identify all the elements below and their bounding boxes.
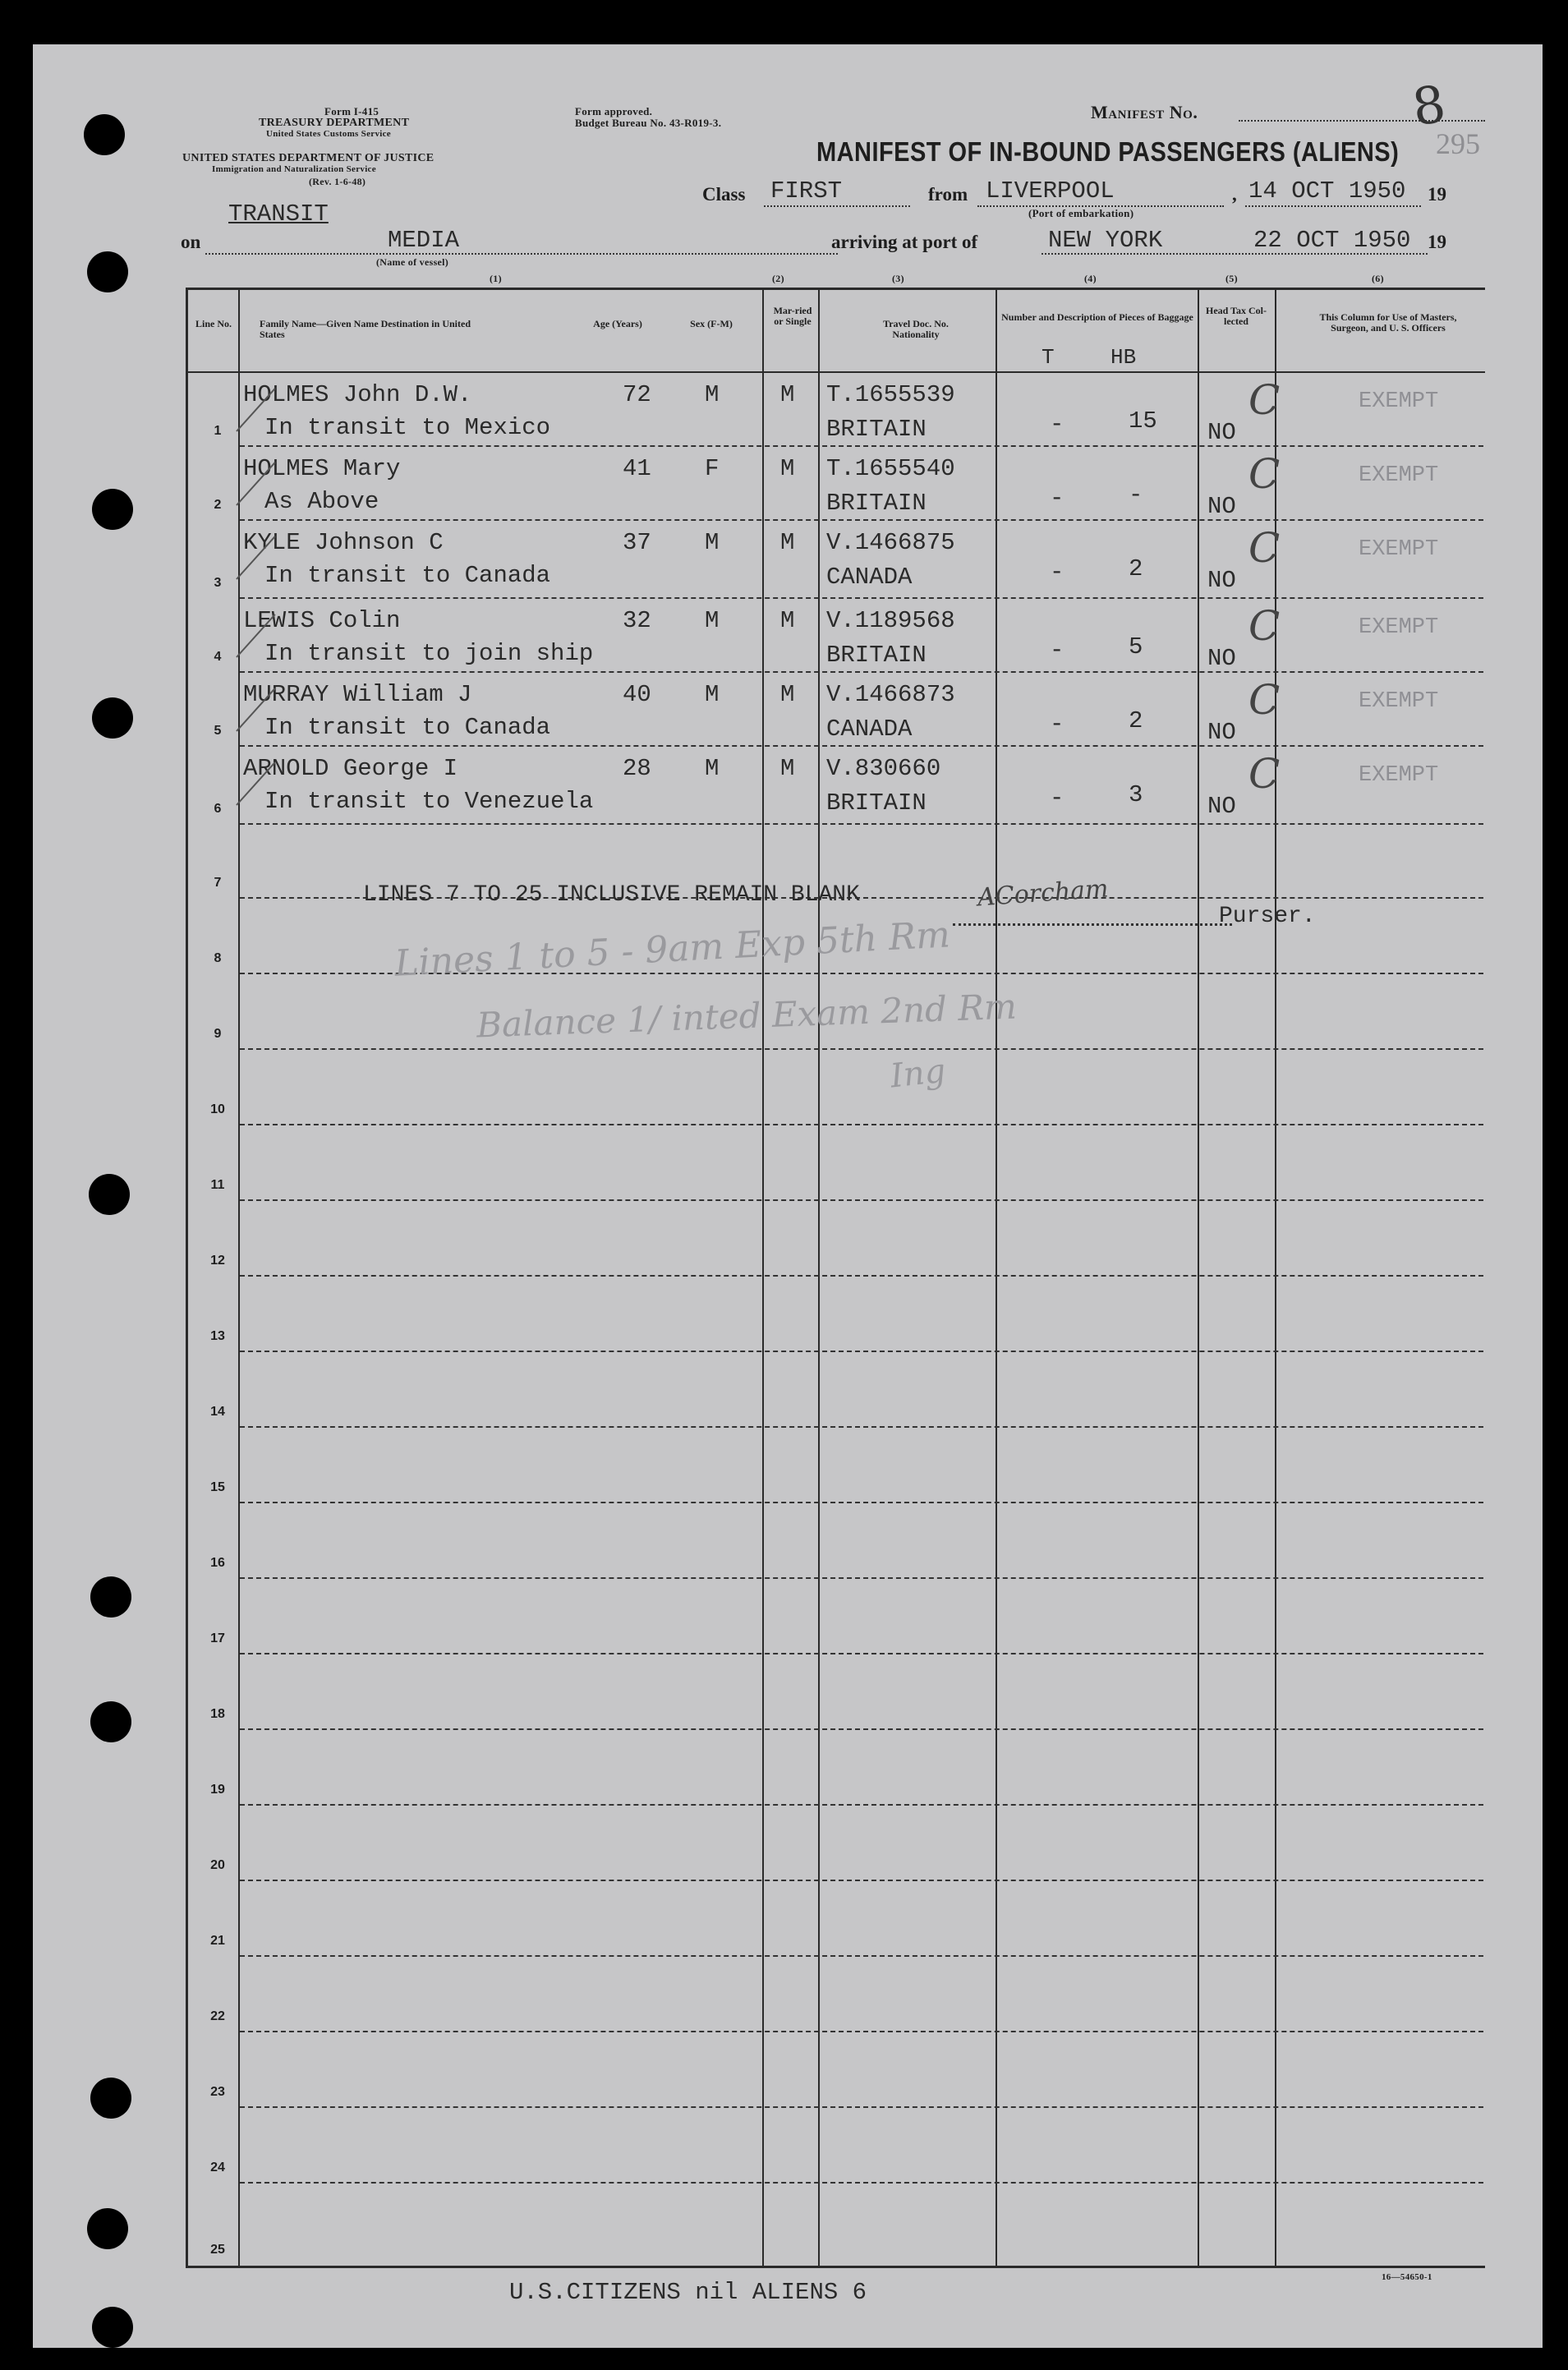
passenger-marital-status: M: [780, 381, 795, 408]
on-label: on: [181, 232, 201, 252]
class-label: Class: [702, 184, 746, 205]
passenger-name: KYLE Johnson C: [243, 529, 444, 556]
header-baggage-hb: HB: [1110, 345, 1137, 370]
line-number: 2: [214, 498, 222, 512]
line-number: 16: [210, 1556, 225, 1570]
table-left-border: [186, 288, 188, 2267]
passenger-age: 32: [623, 607, 651, 634]
manifest-no-line: [1239, 120, 1485, 122]
header-officers: This Column for Use of Masters, Surgeon, and U. S. Officers: [1319, 311, 1457, 334]
manifest-page: [33, 44, 1543, 2348]
passenger-marital-status: M: [780, 455, 795, 482]
punch-hole: [92, 697, 133, 739]
travel-document: T.1655540: [826, 455, 955, 482]
purser-line: [953, 923, 1232, 926]
depart-date: 14 OCT 1950: [1248, 177, 1406, 205]
row-divider: [240, 2031, 1483, 2032]
agency-treasury: TREASURY DEPARTMENT: [259, 117, 410, 129]
passenger-marital-status: M: [780, 607, 795, 634]
passenger-sex: M: [705, 755, 720, 782]
vessel-name: MEDIA: [388, 227, 460, 254]
row-divider: [240, 1804, 1483, 1806]
passenger-name: ARNOLD George I: [243, 755, 458, 782]
baggage-hb: -: [1129, 481, 1143, 509]
header-bottom-border: [186, 371, 1485, 373]
row-divider: [240, 1880, 1483, 1881]
nationality: BRITAIN: [826, 416, 927, 443]
passenger-destination: In transit to Mexico: [264, 414, 551, 441]
punch-hole: [87, 2208, 128, 2249]
row-divider: [240, 1728, 1483, 1730]
head-tax-check-mark: C: [1248, 750, 1281, 798]
col-divider: [238, 288, 240, 2267]
passenger-sex: M: [705, 681, 720, 708]
header-baggage: Number and Description of Pieces of Baggage: [1001, 311, 1193, 323]
header-sex: Sex (F-M): [690, 318, 733, 329]
column-number: (3): [892, 273, 904, 284]
pencil-note: Balance 1/ inted Exam 2nd Rm: [476, 986, 1018, 1046]
baggage-hb: 5: [1129, 633, 1143, 660]
punch-hole: [89, 1174, 130, 1215]
line-number: 12: [210, 1254, 225, 1268]
passenger-age: 72: [623, 381, 651, 408]
line-number: 14: [210, 1405, 225, 1419]
line-number: 4: [214, 650, 222, 664]
arriving-label: arriving at port of: [831, 232, 978, 252]
column-number: (1): [490, 273, 502, 284]
header-age: Age (Years): [593, 318, 642, 329]
line-number: 5: [214, 724, 222, 738]
passenger-age: 40: [623, 681, 651, 708]
row-divider: [240, 1124, 1483, 1125]
head-tax: NO: [1207, 645, 1236, 672]
agency-customs: United States Customs Service: [266, 129, 391, 139]
arrival-date: 22 OCT 1950: [1253, 227, 1411, 254]
exempt-stamp: EXEMPT: [1359, 537, 1439, 562]
punch-hole: [92, 489, 133, 530]
port-caption: (Port of embarkation): [1028, 207, 1134, 219]
blank-note: LINES 7 TO 25 INCLUSIVE REMAIN BLANK: [363, 882, 860, 908]
row-divider: [240, 745, 1483, 747]
head-tax-check-mark: C: [1248, 602, 1281, 650]
line-number: 20: [210, 1858, 225, 1872]
comma: ,: [1232, 184, 1237, 205]
column-number: (2): [772, 273, 784, 284]
row-divider: [240, 2182, 1483, 2184]
line-number: 23: [210, 2085, 225, 2099]
vessel-line: [205, 253, 838, 255]
passenger-destination: As Above: [264, 488, 379, 515]
column-number: (5): [1225, 273, 1238, 284]
punch-hole: [84, 114, 125, 155]
baggage-t: -: [1050, 411, 1064, 438]
line-number: 3: [214, 576, 222, 590]
travel-document: V.830660: [826, 755, 941, 782]
passenger-name: MURRAY William J: [243, 681, 472, 708]
head-tax-check-mark: C: [1248, 676, 1281, 724]
row-divider: [240, 1426, 1483, 1428]
row-divider: [240, 1275, 1483, 1277]
travel-document: T.1655539: [826, 381, 955, 408]
manifest-no: 8: [1409, 73, 1450, 138]
passenger-marital-status: M: [780, 681, 795, 708]
purser-label: Purser.: [1219, 904, 1316, 929]
exempt-stamp: EXEMPT: [1359, 763, 1439, 788]
passenger-sex: M: [705, 607, 720, 634]
row-divider: [240, 1502, 1483, 1503]
pencil-note: Lines 1 to 5 - 9am Exp 5th Rm: [393, 913, 951, 985]
baggage-t: -: [1050, 711, 1064, 738]
line-number: 19: [210, 1783, 225, 1797]
head-tax: NO: [1207, 567, 1236, 594]
footer-summary: U.S.CITIZENS nil ALIENS 6: [509, 2279, 867, 2306]
header-travel-doc: Travel Doc. No. Nationality: [883, 318, 949, 340]
exempt-stamp: EXEMPT: [1359, 463, 1439, 488]
line-number: 18: [210, 1707, 225, 1721]
line-number: 22: [210, 2009, 225, 2023]
arrival-port: NEW YORK: [1048, 227, 1163, 254]
head-tax: NO: [1207, 719, 1236, 746]
transit-label: TRANSIT: [228, 200, 329, 228]
passenger-sex: F: [705, 455, 720, 482]
row-divider: [240, 2106, 1483, 2108]
passenger-age: 41: [623, 455, 651, 482]
header-name: Family Name—Given Name Destination in United States: [260, 318, 471, 340]
agency-ins: Immigration and Naturalization Service: [212, 164, 376, 174]
col-divider: [1275, 288, 1276, 2267]
row-divider: [240, 1577, 1483, 1579]
punch-hole: [92, 2307, 133, 2348]
baggage-hb: 3: [1129, 781, 1143, 808]
line-number: 8: [214, 951, 222, 965]
year-suffix: 19: [1428, 184, 1446, 205]
column-number: (4): [1084, 273, 1097, 284]
stamp-number: 295: [1436, 127, 1480, 160]
line-number: 11: [210, 1178, 225, 1192]
nationality: BRITAIN: [826, 789, 927, 817]
passenger-name: HOLMES Mary: [243, 455, 401, 482]
passenger-sex: M: [705, 529, 720, 556]
row-divider: [240, 445, 1483, 447]
revision: (Rev. 1-6-48): [309, 176, 366, 187]
passenger-marital-status: M: [780, 755, 795, 782]
exempt-stamp: EXEMPT: [1359, 389, 1439, 414]
agency-justice: UNITED STATES DEPARTMENT OF JUSTICE: [182, 152, 435, 164]
row-divider: [240, 1653, 1483, 1654]
purser-signature: ACorcham: [976, 874, 1110, 913]
form-approved: Form approved.: [575, 105, 653, 117]
manifest-no-label: Manifest No.: [1091, 102, 1198, 122]
nationality: CANADA: [826, 716, 913, 743]
line-number: 17: [210, 1631, 225, 1645]
line-number: 13: [210, 1329, 225, 1343]
line-number: 25: [210, 2243, 225, 2257]
row-divider: [240, 1048, 1483, 1050]
baggage-hb: 2: [1129, 707, 1143, 734]
class-line: [764, 205, 910, 207]
vessel-caption: (Name of vessel): [376, 256, 449, 268]
nationality: BRITAIN: [826, 642, 927, 669]
line-number: 24: [210, 2161, 225, 2174]
pencil-note: Ing: [888, 1052, 948, 1096]
line-number: 15: [210, 1480, 225, 1494]
travel-document: V.1466873: [826, 681, 955, 708]
table-bottom-border: [186, 2266, 1485, 2268]
col-divider: [762, 288, 764, 2267]
head-tax-check-mark: C: [1248, 524, 1281, 572]
passenger-destination: In transit to join ship: [264, 640, 594, 667]
budget-bureau: Budget Bureau No. 43-R019-3.: [575, 117, 722, 129]
head-tax: NO: [1207, 419, 1236, 446]
col-divider: [996, 288, 997, 2267]
col-divider: [1198, 288, 1199, 2267]
header-married: Mar-ried or Single: [773, 305, 812, 327]
passenger-marital-status: M: [780, 529, 795, 556]
print-code: 16—54650-1: [1382, 2272, 1432, 2282]
line-number: 6: [214, 802, 222, 816]
baggage-hb: 2: [1129, 555, 1143, 582]
punch-hole: [90, 1701, 131, 1742]
punch-hole: [90, 2078, 131, 2119]
baggage-t: -: [1050, 485, 1064, 512]
col-divider: [818, 288, 820, 2267]
line-number: 7: [214, 876, 222, 890]
table-top-border: [186, 288, 1485, 290]
from-value: LIVERPOOL: [986, 177, 1115, 205]
row-divider: [240, 1199, 1483, 1201]
passenger-destination: In transit to Canada: [264, 562, 551, 589]
travel-document: V.1466875: [826, 529, 955, 556]
passenger-age: 37: [623, 529, 651, 556]
class-value: FIRST: [770, 177, 843, 205]
line-number: 9: [214, 1027, 222, 1041]
header-baggage-t: T: [1042, 345, 1055, 370]
row-divider: [240, 671, 1483, 673]
punch-hole: [87, 251, 128, 292]
passenger-name: LEWIS Colin: [243, 607, 401, 634]
header-line-no: Line No.: [195, 318, 232, 329]
from-label: from: [928, 184, 968, 205]
baggage-t: -: [1050, 559, 1064, 586]
page-title: MANIFEST OF IN-BOUND PASSENGERS (ALIENS): [816, 136, 1400, 167]
head-tax-check-mark: C: [1248, 376, 1281, 424]
nationality: BRITAIN: [826, 490, 927, 517]
head-tax: NO: [1207, 793, 1236, 820]
punch-hole: [90, 1576, 131, 1618]
row-divider: [240, 597, 1483, 599]
exempt-stamp: EXEMPT: [1359, 689, 1439, 714]
baggage-t: -: [1050, 785, 1064, 812]
line-number: 10: [210, 1102, 225, 1116]
baggage-hb: 15: [1129, 407, 1157, 435]
row-divider: [240, 823, 1483, 825]
passenger-destination: In transit to Canada: [264, 714, 551, 741]
exempt-stamp: EXEMPT: [1359, 615, 1439, 640]
column-number: (6): [1372, 273, 1384, 284]
head-tax: NO: [1207, 493, 1236, 520]
depart-date-line: [1245, 205, 1421, 207]
line-number: 21: [210, 1934, 225, 1948]
travel-document: V.1189568: [826, 607, 955, 634]
line-number: 1: [214, 424, 222, 438]
row-divider: [240, 1955, 1483, 1957]
year-suffix: 19: [1428, 232, 1446, 252]
baggage-t: -: [1050, 637, 1064, 664]
passenger-age: 28: [623, 755, 651, 782]
passenger-name: HOLMES John D.W.: [243, 381, 472, 408]
nationality: CANADA: [826, 564, 913, 591]
head-tax-check-mark: C: [1248, 450, 1281, 498]
row-divider: [240, 519, 1483, 521]
passenger-destination: In transit to Venezuela: [264, 788, 594, 815]
row-divider: [240, 1351, 1483, 1352]
header-head-tax: Head Tax Col-lected: [1205, 305, 1267, 327]
passenger-sex: M: [705, 381, 720, 408]
form-number: Form I-415: [324, 105, 379, 117]
